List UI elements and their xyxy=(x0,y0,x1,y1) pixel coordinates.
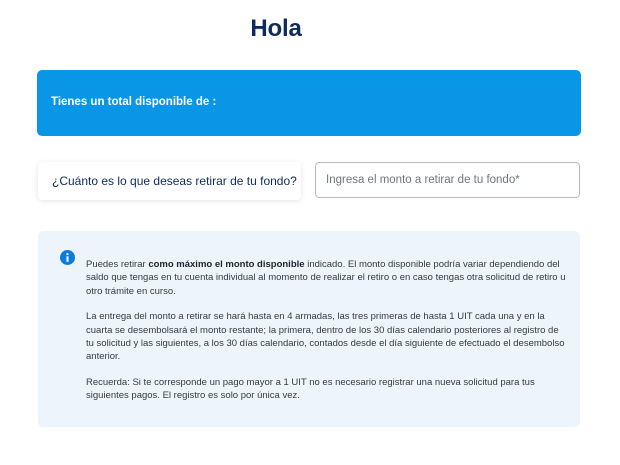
info-paragraph-reminder: Recuerda: Si te corresponde un pago mayor a 1 UIT no es necesario registrar una nueva solicitud para tus siguientes pagos. El registro es solo por única vez. xyxy=(86,377,535,402)
info-text xyxy=(86,258,566,415)
withdraw-question-box xyxy=(38,162,301,200)
available-balance-card xyxy=(37,70,581,136)
max-amount-emphasis: como máximo el monto disponible xyxy=(148,259,305,270)
info-paragraph-installments: La entrega del monto a retirar se hará hasta en 4 armadas, las tres primeras de hasta 1 UIT cada una y en la cuarta se desembolsará el monto restante; la primera, dentro de los 30 días calendario posteriores al registro de tu solicitud y las siguientes, a los 30 días calendario, contados desde el día siguiente de efectuado el desembolso anterior. xyxy=(86,311,565,363)
info-paragraph-max-amount: Puedes retirar como máximo el monto disponible indicado. El monto disponible podría variar dependiendo del saldo que tengas en tu cuenta individual al momento de realizar el retiro o en caso tengas otra solicitud de retiro u otro trámite en curso. xyxy=(86,259,566,297)
withdraw-amount-input[interactable] xyxy=(315,162,580,198)
info-panel xyxy=(38,231,580,427)
available-balance-label: Tienes un total disponible de : xyxy=(51,96,217,108)
withdraw-question-label: ¿Cuánto es lo que deseas retirar de tu fondo? xyxy=(52,174,297,188)
info-icon xyxy=(60,250,75,265)
page-title: Hola xyxy=(250,15,302,42)
